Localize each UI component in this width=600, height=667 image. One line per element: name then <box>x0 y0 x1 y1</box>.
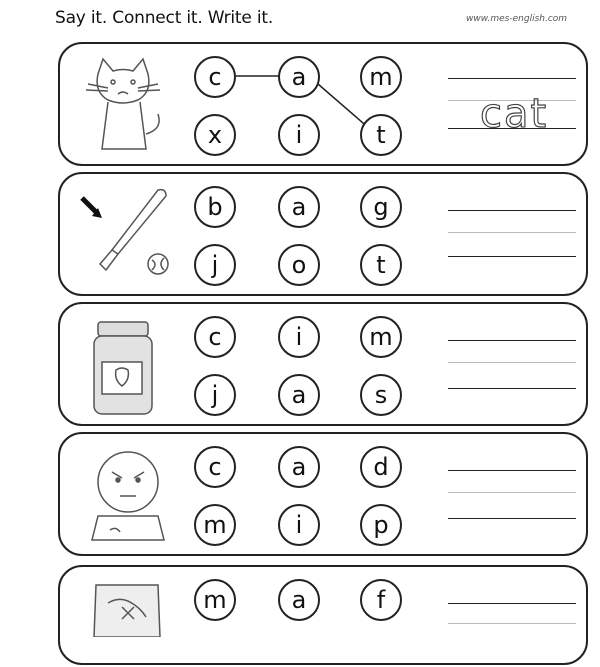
letter-circle[interactable]: c <box>194 316 236 358</box>
writing-lines[interactable] <box>448 304 576 428</box>
mad-face-picture <box>68 444 188 549</box>
traced-answer: cat <box>480 91 549 137</box>
site-url: www.mes-english.com <box>466 14 568 24</box>
letter-circle[interactable]: c <box>194 446 236 488</box>
letter-circle[interactable]: j <box>194 374 236 416</box>
row-card-map <box>58 565 588 665</box>
letter-circle[interactable]: j <box>194 244 236 286</box>
letter-circle[interactable]: f <box>360 579 402 621</box>
row-card-mad <box>58 432 588 556</box>
letter-circle[interactable]: b <box>194 186 236 228</box>
row-card-cat <box>58 42 588 166</box>
letter-circle[interactable]: i <box>278 114 320 156</box>
letter-circle[interactable]: s <box>360 374 402 416</box>
letter-circle[interactable]: m <box>194 579 236 621</box>
letter-circle[interactable]: t <box>360 114 402 156</box>
letter-circle[interactable]: i <box>278 316 320 358</box>
jam-picture <box>68 314 188 419</box>
letter-circle[interactable]: a <box>278 374 320 416</box>
bat-picture <box>68 184 188 289</box>
map-picture <box>68 577 188 637</box>
letter-circle[interactable]: g <box>360 186 402 228</box>
letter-circle[interactable]: m <box>360 316 402 358</box>
letter-circle[interactable]: m <box>360 56 402 98</box>
letter-circle[interactable]: a <box>278 186 320 228</box>
letter-circle[interactable]: a <box>278 579 320 621</box>
letter-circle[interactable]: p <box>360 504 402 546</box>
row-card-jam <box>58 302 588 426</box>
writing-lines[interactable] <box>448 174 576 298</box>
letter-circle[interactable]: a <box>278 446 320 488</box>
letter-circle[interactable]: x <box>194 114 236 156</box>
letter-circle[interactable]: m <box>194 504 236 546</box>
writing-lines[interactable] <box>448 434 576 558</box>
writing-lines[interactable] <box>448 567 576 667</box>
letter-circle[interactable]: i <box>278 504 320 546</box>
row-card-bat <box>58 172 588 296</box>
worksheet-title: Say it. Connect it. Write it. <box>55 8 274 28</box>
letter-circle[interactable]: o <box>278 244 320 286</box>
letter-circle[interactable]: d <box>360 446 402 488</box>
letter-circle[interactable]: a <box>278 56 320 98</box>
letter-circle[interactable]: c <box>194 56 236 98</box>
letter-circle[interactable]: t <box>360 244 402 286</box>
